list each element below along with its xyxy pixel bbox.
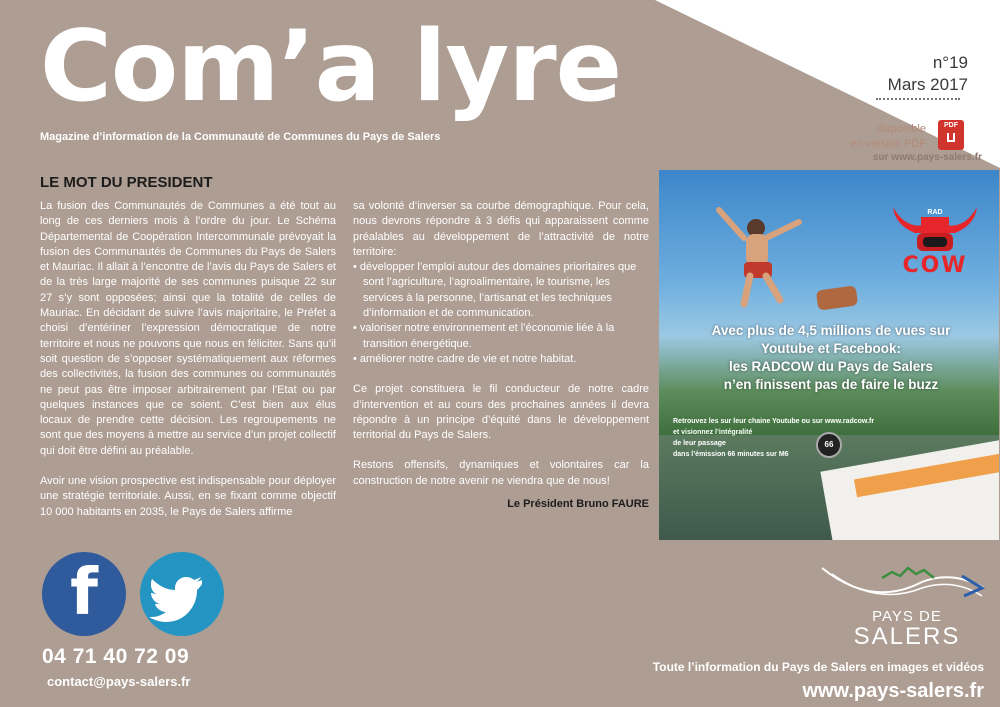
list-item: • améliorer notre cadre de vie et notre habitat. [353, 352, 649, 367]
radcow-logo-top: RAD [927, 209, 943, 216]
headline-line: Avec plus de 4,5 millions de vues sur [711, 323, 951, 338]
magazine-title: Com’a lyre [40, 10, 622, 124]
email-link[interactable]: contact@pays-salers.fr [47, 674, 191, 689]
bodyboard [816, 285, 858, 310]
issue-number: n°19 [932, 53, 968, 72]
caption-line: de leur passage [673, 440, 726, 447]
article-heading: LE MOT DU PRESIDENT [40, 174, 213, 191]
article-column-1 [40, 199, 336, 535]
photo-headline [673, 322, 989, 394]
jumping-person-illustration [714, 200, 804, 310]
article-paragraph: La fusion des Communautés de Communes a été tout au long de ces derniers mois à l’ordre du jour. Le Schéma Départemental de Coopération Intercommunale prévoyait la fusion des Communautés de Communes du Pays de Salers et Mauriac. Il allait à l’encontre de l’avis du Pays de Salers et de la très large majorité de ses communes puisque 22 sur 27 s’y sont opposées; ainsi que la totalité de celles de Mauriac. En décidant de suivre l’avis majoritaire, le Préfet a choisi d’entériner l’expression démocratique de notre territoire et nous ne pouvons que nous en féliciter. Sans qu’il soit question de s’opposer systématiquement aux réformes des collectivités, la fusion des communes ou communautés ne peut pas être imposer arbitrairement par l’Etat ou par quelques instances que ce soient. C’est bien aux élus locaux de prendre cette décision. Les regroupements ne sont que des moyens à mettre au service d’un projet collectif qui doit être défini au préalable. [40, 200, 336, 457]
caption-line: Retrouvez les sur leur chaine Youtube ou sur www.radcow.fr [673, 418, 875, 425]
headline-line: n’en finissent pas de faire le buzz [723, 377, 939, 392]
article-paragraph: Restons offensifs, dynamiques et volontaires car la construction de notre avenir ne viendra que de nous! [353, 459, 649, 487]
download-arrow-icon [947, 133, 955, 142]
caption-line: dans l’émission 66 minutes sur M6 [673, 451, 789, 458]
m6-badge: 66 [816, 432, 842, 458]
facebook-icon: f [70, 556, 98, 630]
headline-line: les RADCOW du Pays de Salers [728, 359, 934, 374]
radcow-logo-text: COW [902, 253, 968, 278]
phone-number: 04 71 40 72 09 [42, 645, 190, 668]
pdf-line2: en version PDF [850, 138, 926, 150]
article-paragraph: Ce projet constituera le fil conducteur de notre cadre d’intervention et au cours des prochaines années il devra répondre à un principe d’équité dans le développement territorial du Pays de Salers. [353, 383, 649, 442]
caption-line: et visionnez l’intégralité [673, 429, 753, 436]
twitter-button[interactable] [140, 552, 224, 636]
logo-text-salers: SALERS [853, 623, 961, 650]
logo-text-pays-de: PAYS DE [872, 608, 942, 625]
president-signature: Le Président Bruno FAURE [507, 498, 649, 511]
magazine-subtitle: Magazine d’information de la Communauté de Communes du Pays de Salers [40, 131, 441, 143]
article-paragraph: Avoir une vision prospective est indispensable pour déployer une stratégie territoriale. Aussi, en se fixant comme objectif 10 000 habitants en 2035, le Pays de Salers affirme [40, 475, 336, 518]
pdf-availability [850, 122, 926, 152]
pdf-line1: disponible [876, 123, 926, 135]
pdf-download-icon[interactable] [938, 120, 964, 150]
radcow-photo [659, 170, 999, 540]
issue-info [848, 52, 968, 96]
list-item: • valoriser notre environnement et l’économie liée à la transition énergétique. [353, 321, 649, 352]
radcow-logo [885, 203, 985, 278]
dotted-divider [876, 98, 960, 100]
facebook-button[interactable] [42, 552, 126, 636]
list-item: • développer l’emploi autour des domaines prioritaires que sont l’agriculture, l’agroalimentaire, le tourisme, les services à la personne, l’artisanat et les techniques d’information et de communication. [353, 260, 649, 321]
footer-tagline: Toute l’information du Pays de Salers en images et vidéos [652, 660, 984, 674]
issue-date: Mars 2017 [887, 75, 968, 94]
pdf-site-link[interactable]: sur www.pays-salers.fr [872, 152, 982, 163]
headline-line: Youtube et Facebook: [760, 341, 901, 356]
article-column-2 [353, 199, 649, 512]
photo-caption [673, 416, 913, 460]
challenge-list [353, 260, 649, 367]
article-paragraph: sa volonté d’inverser sa courbe démographique. Pour cela, nous devrons répondre à 3 défis qui apparaissent comme préalables au développement de l’attractivité de notre territoire: [353, 200, 649, 258]
website-link[interactable]: www.pays-salers.fr [802, 680, 984, 702]
pdf-icon-label: PDF [944, 122, 958, 129]
twitter-bird-icon [140, 552, 224, 636]
